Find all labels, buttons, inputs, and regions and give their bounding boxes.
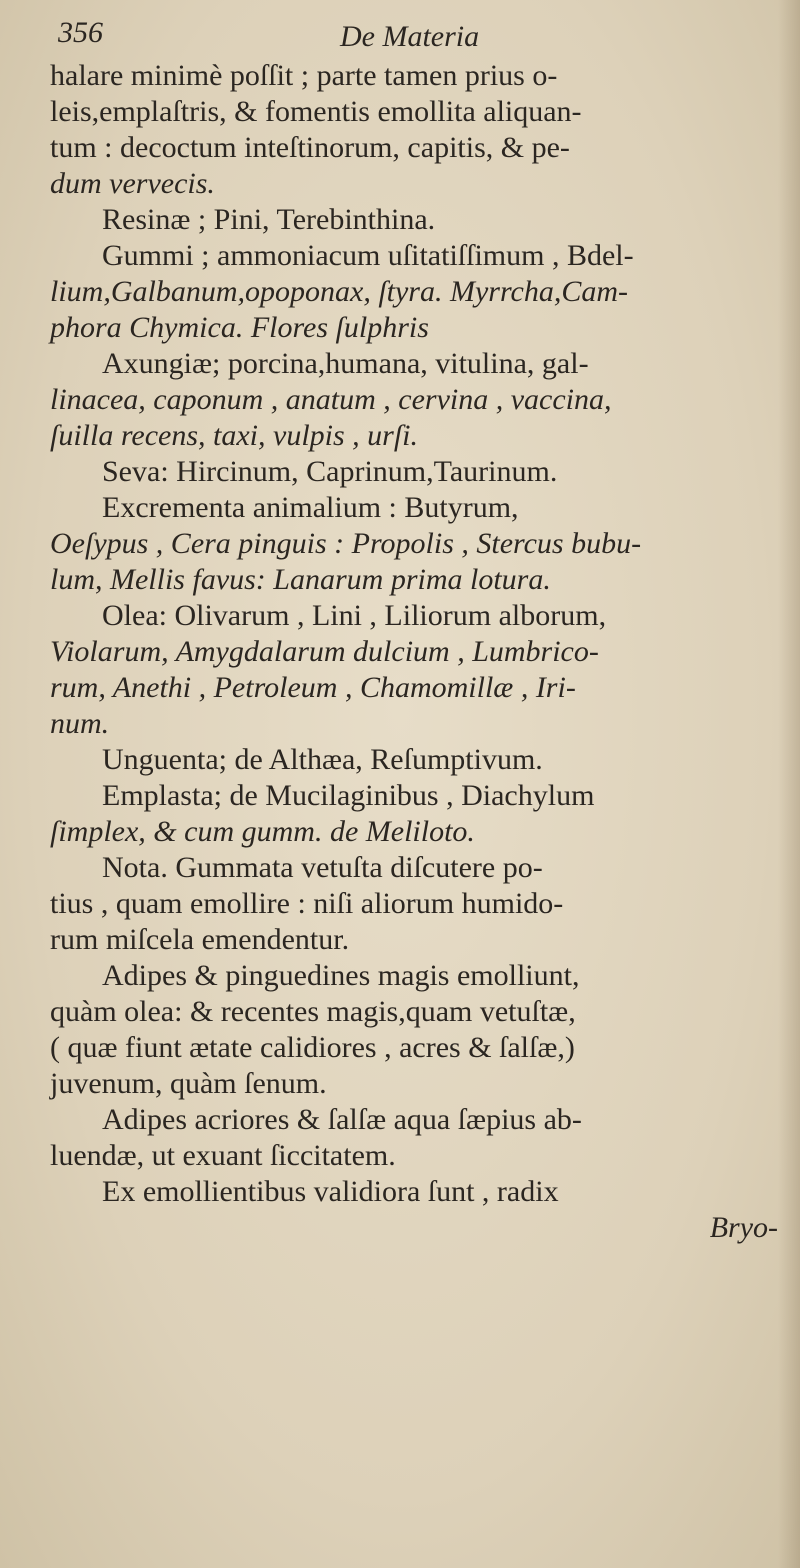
text-line: quàm olea: & recentes magis,quam vetuſtæ, [50, 995, 576, 1028]
body-text [50, 58, 798, 1246]
text-line: Emplasta; de Mucilaginibus , Diachylum [102, 779, 595, 812]
text-line: lium,Galbanum,opoponax, ſtyra. Myrrcha,Cam- [50, 275, 628, 308]
page-header [58, 10, 658, 54]
running-title: De Materia [340, 20, 480, 53]
text-line: leis,emplaſtris, & fomentis emollita aliquan- [50, 95, 582, 128]
text-line: Resinæ ; Pini, Terebinthina. [102, 203, 436, 236]
text-line: lum, Mellis favus: Lanarum prima lotura. [50, 563, 551, 596]
text-line: ſimplex, & cum gumm. de Meliloto. [50, 815, 475, 848]
text-line: linacea, caponum , anatum , cervina , vaccina, [50, 383, 612, 416]
text-line: Oeſypus , Cera pinguis : Propolis , Stercus bubu- [50, 527, 642, 560]
text-line: Excrementa animalium : Butyrum, [102, 491, 519, 524]
text-line: ( quæ fiunt ætate calidiores , acres & ſalſæ,) [50, 1031, 575, 1064]
text-line: rum, Anethi , Petroleum , Chamomillæ , Iri- [50, 671, 576, 704]
text-line: Unguenta; de Althæa, Reſumptivum. [102, 743, 543, 776]
text-line: halare minimè poſſit ; parte tamen prius o- [50, 59, 558, 92]
text-line: dum vervecis. [50, 167, 215, 200]
text-line: Ex emollientibus validiora ſunt , radix [102, 1175, 559, 1208]
text-line: Olea: Olivarum , Lini , Liliorum alborum, [102, 599, 607, 632]
text-line: tius , quam emollire : niſi aliorum humido- [50, 887, 564, 920]
text-line: phora Chymica. Flores ſulphris [50, 311, 429, 344]
text-line: Nota. Gummata vetuſta diſcutere po- [102, 851, 543, 884]
text-line: num. [50, 707, 110, 740]
text-line: Violarum, Amygdalarum dulcium , Lumbrico- [50, 635, 599, 668]
text-line: Gummi ; ammoniacum uſitatiſſimum , Bdel- [102, 239, 634, 272]
text-line: luendæ, ut exuant ſiccitatem. [50, 1139, 396, 1172]
text-line: rum miſcela emendentur. [50, 923, 350, 956]
text-line: ſuilla recens, taxi, vulpis , urſi. [50, 419, 419, 452]
text-line: Axungiæ; porcina,humana, vitulina, gal- [102, 347, 589, 380]
text-line: Adipes & pinguedines magis emolliunt, [102, 959, 580, 992]
text-line: juvenum, quàm ſenum. [50, 1067, 327, 1100]
catchword: Bryo- [709, 1211, 778, 1244]
text-line: Adipes acriores & ſalſæ aqua ſæpius ab- [102, 1103, 582, 1136]
page-number: 356 [58, 16, 103, 49]
text-line: tum : decoctum inteſtinorum, capitis, & pe- [50, 131, 570, 164]
text-line: Seva: Hircinum, Caprinum,Taurinum. [102, 455, 558, 488]
